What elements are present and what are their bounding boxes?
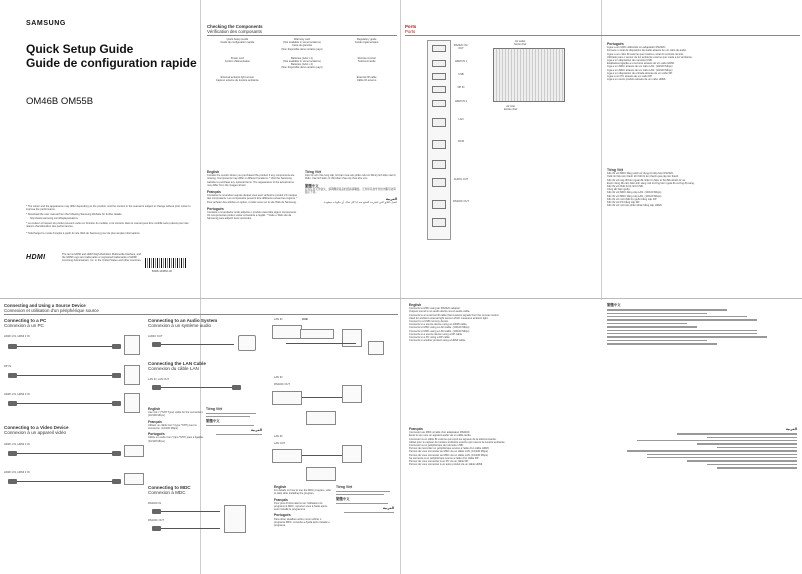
port-rj45 (432, 140, 446, 149)
ports-pt-list (607, 42, 797, 81)
lang-ar: العربية (785, 427, 797, 431)
fr-item: Connexion à un câble IR externe qui reçoit les signaux de la télécommande. (409, 437, 497, 441)
lang-zh: 繁體中文 (336, 496, 350, 501)
fr-item: Permet de vous connecter au MDC via un câble LAN. (10/100 Mbps) (409, 453, 489, 457)
ports-title-fr: Ports (405, 29, 416, 34)
port-rs232c-out (432, 200, 446, 209)
en-item: Connects to MDC using an RS232C adapter. (409, 307, 461, 311)
lan-note-en: Use Cat 7 (*STP Type) cable for the connection. (10/100 Mbps) (148, 411, 204, 418)
port-label: RS232C OUT (453, 200, 469, 203)
component-empty (272, 76, 333, 82)
label-lan-in: LAN IN (274, 435, 283, 438)
notes-left (207, 170, 299, 221)
fr-item: Permet de vous connecter à un PC via un câble DP. (409, 460, 469, 464)
en-item: Connects to MDC using a LAN cable. (10/100 Mbps) (409, 329, 470, 333)
speaker-icon (238, 335, 256, 351)
pt-item: Ligue a um PC através de um cabo DP. (607, 75, 653, 79)
note-lang: Français (207, 190, 221, 195)
vi-item: Kết nối với một sản phẩm khác bằng cáp HDMI. (607, 204, 663, 208)
vi-item: Kết nối với MDC bằng cáp LAN. (10/100 Mbps) (607, 194, 662, 198)
connect-title-en: Connecting and Using a Source Device (4, 303, 86, 308)
audio-title-fr: Connexion à un système audio (148, 323, 212, 328)
mdc-title-en: Connecting to MDC (148, 485, 191, 490)
lang-fr: Français (409, 427, 423, 431)
note-lang: English (207, 170, 220, 174)
note-text: Liên hệ với nhà cung cấp nơi bạn mua sản phẩm nếu có bất kỳ linh kiện nào bị thiếu. Các linh kiện có thể khác nhau tùy theo khu vực. (305, 174, 396, 181)
video-device-icon (124, 445, 144, 457)
lan-title-fr: Connexion du câble LAN (148, 366, 199, 371)
note-text: 若有任何元件缺失，請與購買產品的經銷商聯絡。元件和其他零件的外觀可能與圖示不同。 (305, 187, 396, 195)
pc-icon (342, 329, 362, 347)
label-audio-out: AUDIO OUT (148, 335, 163, 338)
lang-pt: Português (607, 42, 624, 46)
lang-ar: العربية (250, 428, 262, 433)
monitor-back-image (493, 48, 565, 102)
en-item: Connects to a PC using a DP cable. (409, 336, 451, 340)
audio-cable (160, 344, 234, 345)
vi-item: Công tắc bật nguồn. (607, 188, 631, 192)
vi-item: Kết nối với MDC bằng cáp LAN. (10/100 Mbps) (607, 191, 662, 195)
mdc-note-fr: Pour plus d'informations sur l'utilisation du programme MDC, reportez-vous à l'aide après avoir installé le programme. (274, 501, 328, 512)
label-hdmi12: HDMI 1 IN, HDMI 2 IN (4, 335, 30, 338)
rs232c-cable (160, 528, 220, 529)
hdmi-cable (14, 481, 114, 482)
fr-list (409, 427, 599, 466)
note-lang: 繁體中文 (305, 183, 319, 188)
mdc-notes-left (274, 485, 332, 527)
components-panel (201, 0, 400, 298)
en-item: Connects to a source device using a DP cable. (409, 332, 463, 336)
lan-cable (302, 455, 342, 456)
lan-cable (286, 343, 356, 344)
label-rs232c-out: RS232C OUT (274, 383, 290, 386)
note-text: Contactez le revendeur auprès duquel vous avez acheté le produit s'il manque des composants. Les composants peuvent être différents suivant les régions. * Pour acheter des articles en option, rendez-vous sur le site Web de Samsung. (207, 194, 298, 204)
translations-panel (401, 299, 802, 574)
note-text: Contact the vendor where you purchased the product if any components are missing. Components may differ in different locations. * Visit the Samsung website to purchase any optional items. The appearance of the actual items may differ from the images shown. (207, 174, 295, 187)
component-remote: Remote Control Télécommande (357, 56, 376, 64)
pt-item: Liga a um MDC através de um cabo LAN. (10/100 Mbps) (607, 65, 673, 69)
cover-panel (0, 0, 200, 298)
fr-item: Émet le son vers un appareil audio via un câble audio. (409, 434, 472, 438)
components-title-en: Checking the Components (207, 24, 263, 29)
lan-notes-left (148, 407, 204, 443)
rs232c-plug (152, 509, 161, 514)
lang-en: English (409, 303, 422, 307)
hdmi-plug (112, 479, 121, 484)
hub-icon (300, 329, 334, 339)
vi-item: Kết nối với thiết bị bộ nhớ USB. (607, 185, 644, 189)
pt-item: Liga a um outro produto através de um cabo HDMI. (607, 78, 667, 82)
pc-icon (124, 365, 140, 385)
cover-note-4: * Téléchargez le mode d'emploi à partir du site Web de Samsung pour de plus amples informations. (26, 232, 141, 235)
port-hdmi-1 (432, 60, 446, 67)
port-label: DP IN (457, 86, 465, 89)
fr-item: Permet de vous connecter à un autre produit via un câble HDMI. (409, 463, 483, 467)
zh-list (607, 303, 797, 347)
component-regulatory: Regulatory guide Guide réglementaire (354, 38, 379, 45)
ports-panel (401, 0, 802, 298)
lang-vi: Tiếng Việt (607, 168, 624, 172)
vi-item: Kết nối với PC bằng cáp DP. (607, 201, 640, 205)
barcode (145, 258, 187, 268)
dp-plug (8, 373, 17, 378)
hdmi-plug (112, 344, 121, 349)
port-label: RJ45 (457, 140, 465, 143)
en-list (409, 303, 599, 342)
notes-right (305, 170, 397, 205)
port-dp (432, 86, 446, 93)
video-device-icon (124, 473, 144, 485)
pt-item: Fornece o sinal de dispositivo de áudio através de um cabo de áudio. (607, 49, 687, 53)
port-label: AUDIO OUT (453, 178, 469, 181)
fr-item: Connexion à un périphérique de mémoire USB. (409, 444, 464, 448)
ar-list (607, 427, 797, 471)
port-label: HDMI IN 1 (454, 60, 468, 63)
lang-pt: Português (274, 513, 291, 518)
dp-cable (14, 375, 114, 376)
port-rs232c-in (432, 45, 446, 52)
hdmi-cable (14, 453, 114, 454)
pc-icon (124, 335, 140, 355)
lang-zh: 繁體中文 (607, 303, 621, 307)
ports-vi-list (607, 168, 797, 207)
port-label: LAN (458, 118, 464, 121)
pt-item: Liga a um dispositivo de memória USB. (607, 59, 653, 63)
label-rs232c-out: RS232C OUT (148, 519, 164, 522)
en-item: Used for ambient external light sensor which measures ambient light. (409, 316, 489, 320)
hdmi-plug (112, 451, 121, 456)
label-lan-in: LAN IN (274, 376, 283, 379)
pc-icon (342, 445, 362, 463)
fr-item: Permet de raccorder un périphérique source à l'aide d'un câble HDMI. (409, 447, 490, 451)
hdmi-plug (8, 479, 17, 484)
hdmi-cable (14, 403, 114, 404)
fr-item: Permet de vous connecter au MDC via un câble LAN. (10/100 Mbps) (409, 450, 489, 454)
port-lan (432, 118, 446, 127)
vi-item: Kết nối với một thiết bị nguồn bằng cáp DP. (607, 197, 657, 201)
hdmi-plug (8, 344, 17, 349)
port-label: USB (458, 73, 464, 76)
barcode-id: BN68-14086F-00 (152, 270, 172, 273)
fr-item: Se connecte à un périphérique source à l'aide d'un câble DP. (409, 456, 479, 460)
port-extra (432, 218, 446, 227)
components-title-fr: Vérification des composants (207, 29, 262, 34)
label-lan-out: LAN OUT (274, 442, 286, 445)
hdmi-plug (8, 451, 17, 456)
note-text: اتصل بالبائع الذي اشتريت المنتج منه إذا كان هناك أي مكونات مفقودة. (323, 201, 397, 205)
display-icon (272, 391, 302, 405)
air-outlet-label: Air outlet Sortie d'air (514, 40, 527, 47)
component-batteries: Batteries (AAA x 2) (Not available in some locations) Batteries (AAA x 2) (Non disponible dans certains pays) (281, 56, 323, 70)
pt-item: Estabelece ligação a uma fonte através de um cabo HDMI. (607, 62, 675, 66)
rs232c-cable (302, 397, 342, 398)
label-hdmi12: HDMI 1 IN, HDMI 2 IN (4, 393, 30, 396)
pc-title-fr: Connexion à un PC (4, 323, 44, 328)
port-audio-out (432, 178, 446, 187)
fr-item: Utilisé pour le capteur de lumière ambiante externe qui mesure la lumière ambiante. (409, 440, 506, 444)
lan-plug (152, 385, 161, 390)
lan-cable (160, 387, 234, 388)
vi-item: Kết nối với MDC bằng cách sử dụng bộ tiếp hợp RS232C. (607, 172, 674, 176)
note-lang: Português (207, 206, 224, 211)
lang-pt: Português (148, 432, 165, 437)
connecting-panel (0, 299, 400, 574)
lang-en: English (148, 407, 161, 411)
video-title-en: Connecting to a Video Device (4, 425, 69, 430)
pc-icon (124, 393, 140, 413)
label-rs232c-in: RS232C IN (148, 502, 162, 505)
mdc-notes-right (336, 485, 394, 513)
lan-plug (232, 385, 241, 390)
port-lan-out (432, 160, 446, 169)
hdmi-trademark-text: The terms HDMI and HDMI High-Definition Multimedia Interface, and the HDMI Logo are trademarks or registered trademarks of HDMI Licensing Administrator, Inc. in the United States and other countries. (62, 253, 142, 263)
note-lang: Tiếng Việt (305, 170, 322, 174)
lang-ar: العربية (382, 506, 394, 511)
vi-item: Kết nối với cáp IR bên ngoài để nhận tín hiệu từ bộ điều khiển từ xa. (607, 178, 686, 182)
samsung-logo: SAMSUNG (26, 20, 66, 27)
label-lan-in-out: LAN IN, LAN OUT (148, 378, 170, 381)
pt-item: Ligue a um cabo IR externo que receba o sinal do controlo remoto. (607, 52, 684, 56)
lan-title-en: Connecting the LAN Cable (148, 361, 206, 366)
display-icon (306, 411, 336, 425)
pt-item: Liga a um dispositivo de entrada através de um cabo DP. (607, 71, 673, 75)
lan-notes-right (206, 407, 262, 435)
rs232c-plug (152, 526, 161, 531)
air-inlet-label: Air inlet Entrée d'air (504, 105, 518, 112)
label-hdmi12: HDMI 1 IN, HDMI 2 IN (4, 471, 30, 474)
pt-item: Liga a um MDC através de um cabo LAN. (10/100 Mbps) (607, 68, 673, 72)
cover-note-1: * The colour and the appearance may differ depending on the product, and the content in the manual is subject to change without prior notice to improve the performance. (26, 205, 191, 212)
en-item: Connect to a USB memory device. (409, 320, 449, 324)
title-en: Quick Setup Guide (26, 42, 134, 56)
pc-icon (224, 505, 246, 533)
component-ir-cable: External IR cable Câble IR externe (356, 75, 377, 82)
lang-en: English (274, 485, 287, 489)
component-light-sensor: External ambient light sensor Capteur externe de lumière ambiante (215, 75, 259, 82)
hdmi-cable (14, 346, 114, 347)
note-text: Contacte o revendedor onde adquiriu o produto caso falte algum componente. Os componentes podem variar consoante a região. * Visite o Web site da Samsung para adquirir itens opcionais. (207, 211, 297, 221)
label-hdmi12: HDMI 1 IN, HDMI 2 IN (4, 443, 30, 446)
vi-item: Xuất tín hiệu âm thanh tới thiết bị âm thanh qua cáp âm thanh. (607, 175, 679, 179)
display-icon (368, 341, 384, 355)
lang-vi: Tiếng Việt (336, 485, 353, 489)
cover-note-3: * La couleur et l'aspect du produit peuvent varier en fonction du modèle, et le contenu dans le manuel peut être modifié sans préavis pour des raisons d'amélioration des performances. (26, 222, 189, 229)
cover-note-2: * Download the user manual from the following Samsung Website for further details. (26, 213, 123, 216)
lang-fr: Français (274, 497, 288, 502)
label-lan-in: LAN IN (274, 318, 283, 321)
audio-title-en: Connecting to an Audio System (148, 318, 218, 323)
pt-item: Utilizado para o sensor de luz ambiente externo que mede a luz ambiente. (607, 55, 693, 59)
title-fr: Guide de configuration rapide (26, 56, 197, 70)
vi-item: Được dùng để cảm biến ánh sáng môi trường bên ngoài đo cường độ sáng. (607, 181, 695, 185)
lang-vi: Tiếng Việt (206, 407, 223, 411)
pc-title-en: Connecting to a PC (4, 318, 47, 323)
port-usb (432, 73, 446, 80)
hdmi-logo: HDMI (26, 254, 46, 261)
en-item: Connects to an external IR cable that receives signals from the remote control. (409, 313, 500, 317)
lan-note-fr: Utilisez un câble Cat 7 (type *STP) pour la connexion. (10/100 Mbps) (148, 423, 197, 431)
port-label: RS232C IN / OUT (453, 44, 469, 51)
mdc-title-fr: Connexion à MDC (148, 490, 186, 495)
rs232c-cable (160, 511, 220, 512)
lang-zh: 繁體中文 (206, 418, 220, 423)
en-item: Outputs sound to an audio device via an audio cable. (409, 310, 470, 314)
lang-fr: Français (148, 419, 162, 424)
dp-plug (112, 373, 121, 378)
model-name: OM46B OM55B (26, 96, 94, 107)
component-qsg: Quick Setup Guide Guide de configuration rapide (220, 38, 255, 45)
component-power-cord: Power cord Cordon d'alimentation (224, 56, 250, 64)
en-item: Connects to another product using a HDMI cable. (409, 339, 466, 343)
components-grid (207, 38, 397, 82)
port-hdmi-2 (432, 100, 446, 107)
mdc-note-en: For details on how to use the MDC program, refer to Help after installing the program. (274, 489, 332, 496)
lan-note-pt: Utilize um cabo Cat 7 (tipo *STP) para a ligação. (10/100 Mbps) (148, 436, 204, 443)
display-icon (272, 325, 302, 339)
video-title-fr: Connexion à un appareil vidéo (4, 430, 67, 435)
display-icon (272, 449, 302, 463)
pt-item: Ligue a um MDC utilizando um adaptador RS232C. (607, 46, 667, 50)
pc-icon (342, 385, 362, 403)
hdmi-plug (112, 401, 121, 406)
label-dpin: DP IN (4, 365, 11, 368)
note-lang: العربية (385, 197, 397, 202)
connect-title-fr: Connexion et utilisation d'un périphérique source (4, 308, 99, 313)
mdc-note-pt: Para obter detalhes sobre como utilizar o programa MDC, consulte a Ajuda após instalar o programa. (274, 517, 330, 528)
port-label: HDMI IN 2 (454, 100, 468, 103)
audio-plug (152, 342, 161, 347)
en-item: Connects to MDC using a LAN cable. (10/100 Mbps) (409, 326, 470, 330)
display-icon (306, 467, 336, 481)
component-warranty: Warranty card (Not available in some locations) Carte de garantie (Non disponible dans certains pays) (281, 38, 323, 51)
en-item: Connects to a source device using an HDMI cable. (409, 323, 468, 327)
label-hub: HUB (302, 318, 308, 321)
hdmi-plug (8, 401, 17, 406)
fr-item: Connexion au MDC à l'aide d'un adaptateur RS232C. (409, 431, 471, 435)
cover-note-url: http://www.samsung.com/displaysolutions (30, 217, 78, 220)
ports-title-en: Ports (405, 24, 417, 29)
